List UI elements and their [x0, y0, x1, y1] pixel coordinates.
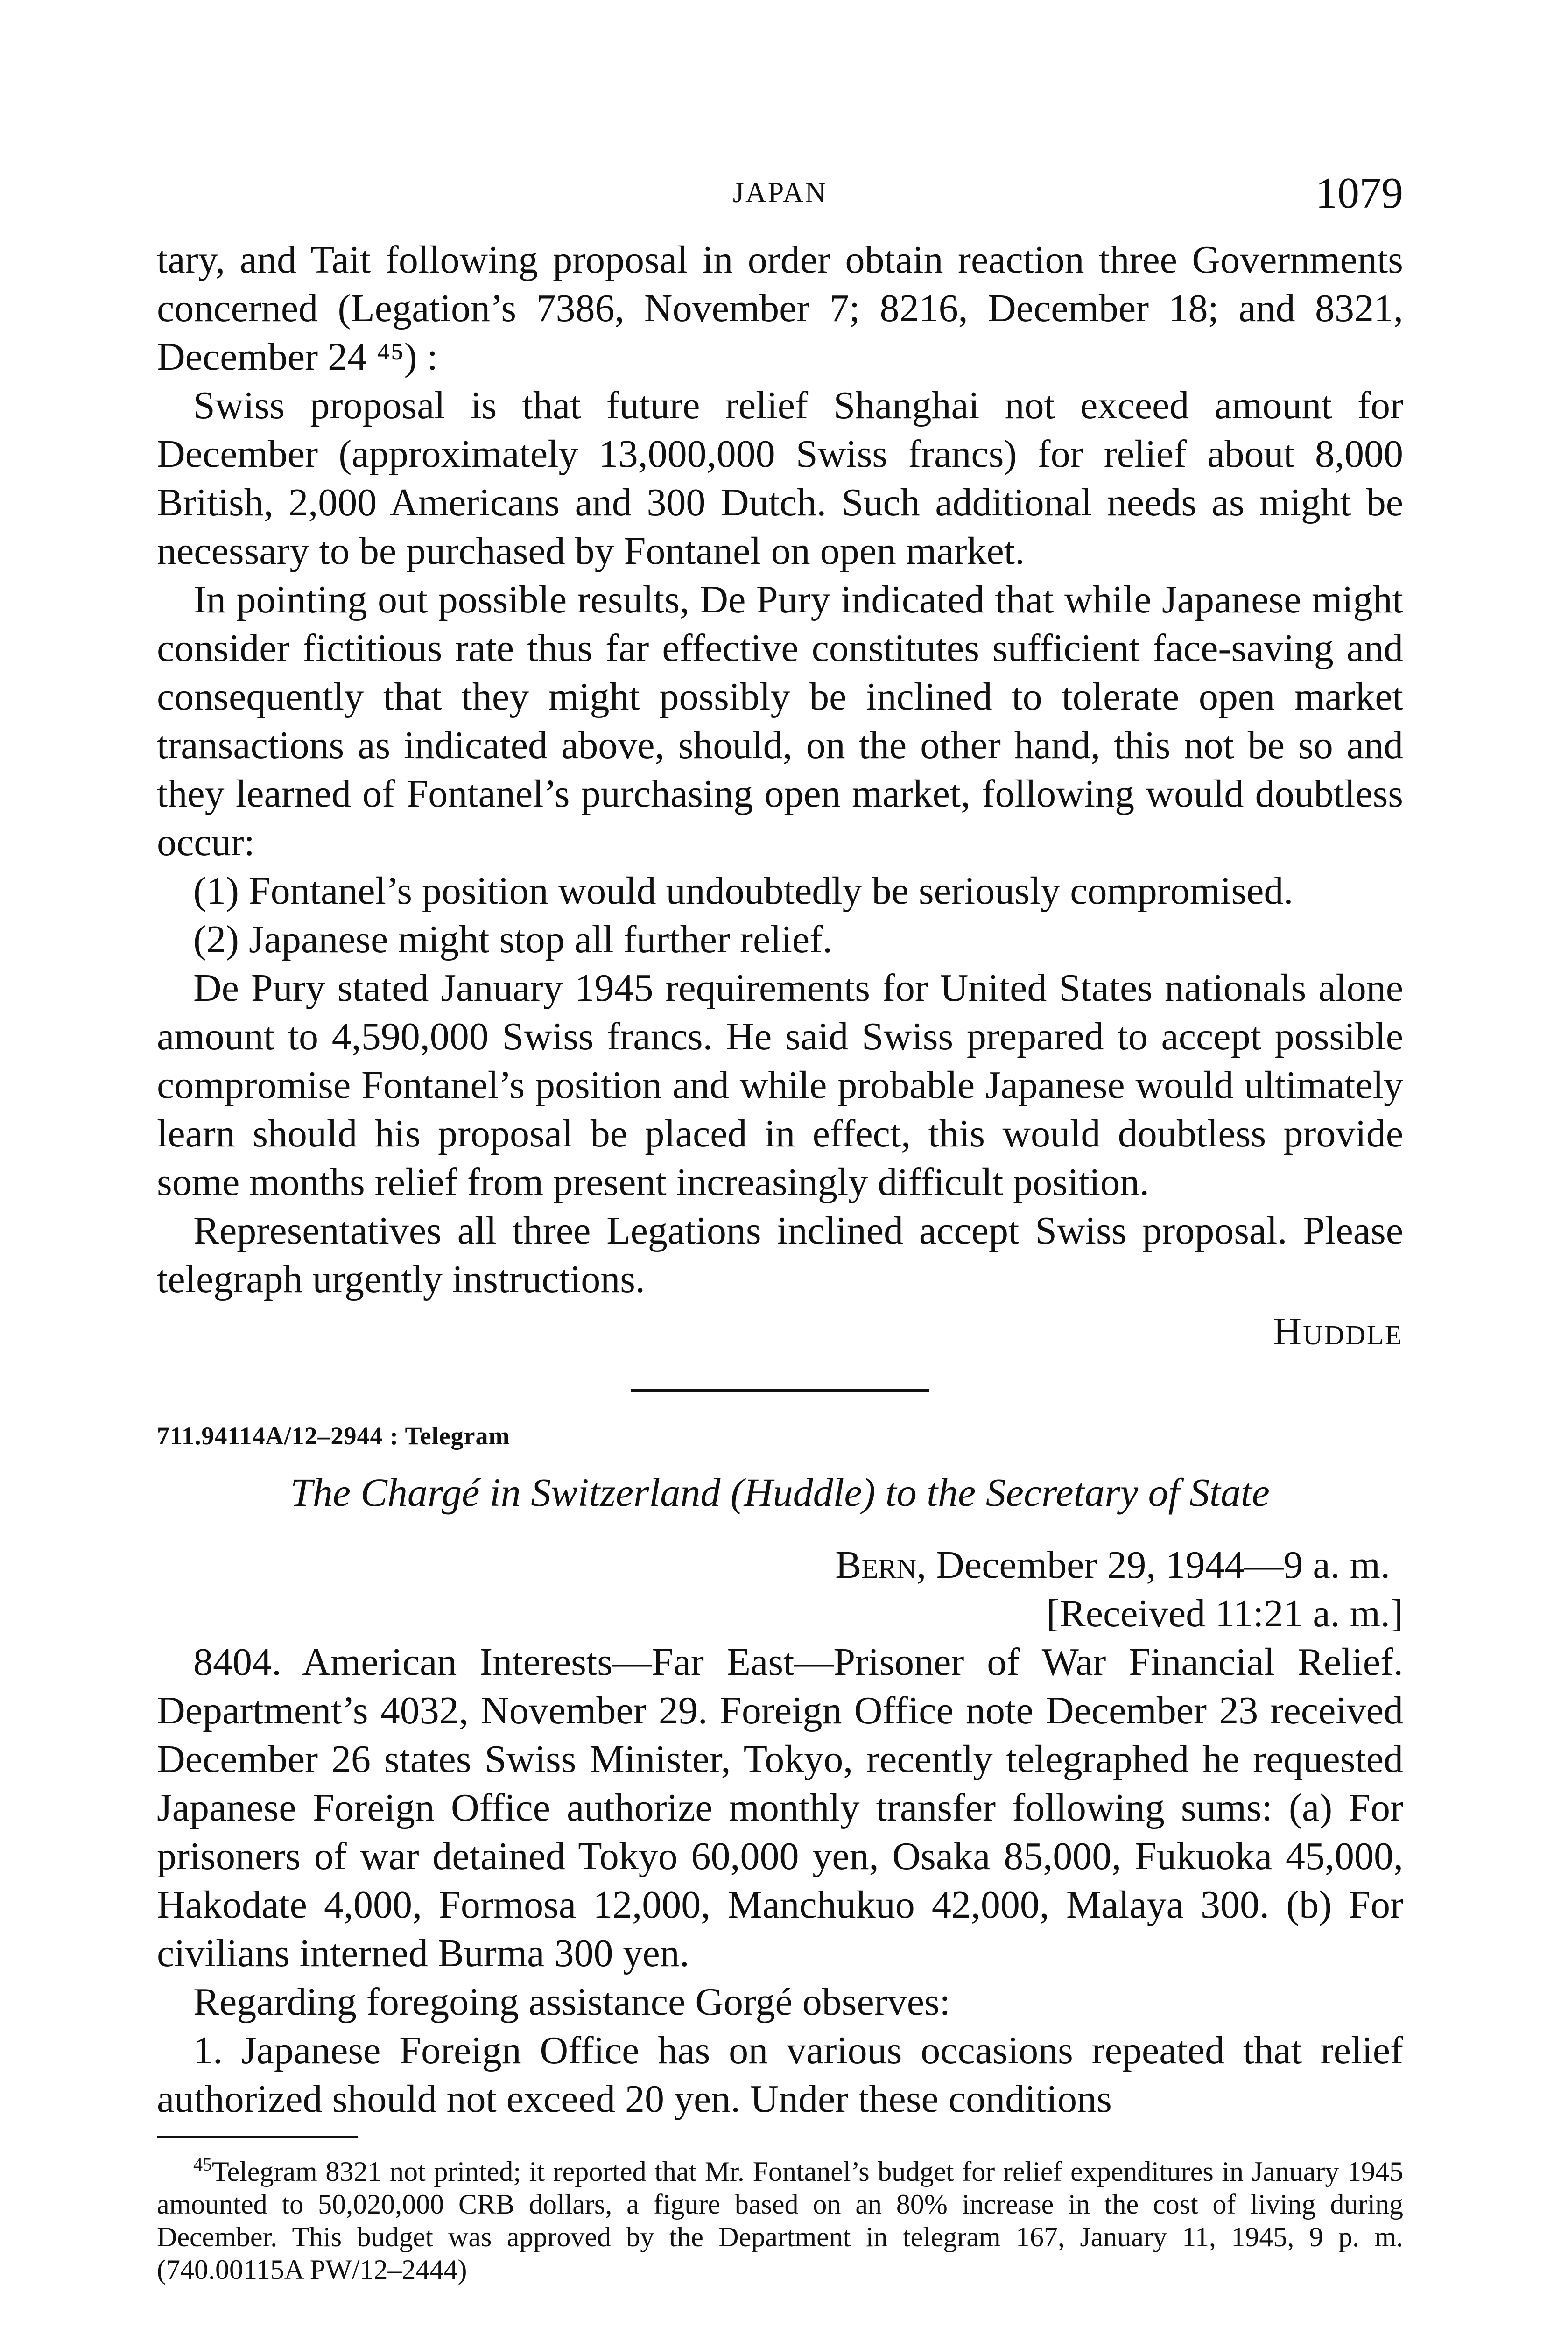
observes-paragraph: Regarding foregoing assistance Gorgé observes:: [193, 1980, 951, 2024]
document-title: The Chargé in Switzerland (Huddle) to the Secretary of State: [290, 1470, 1270, 1515]
representatives-paragraph: Representatives all three Legations inclined accept Swiss proposal. Please telegraph urgently instructions.: [157, 1209, 1403, 1301]
dateline: [157, 1541, 1403, 1589]
result-item-2: (2) Japanese might stop all further relief.: [193, 918, 833, 961]
footnotes: [157, 2136, 1403, 2286]
swiss-proposal-paragraph: Swiss proposal is that future relief Shanghai not exceed amount for December (approximately 13,000,000 Swiss francs) for relief about 8,000 British, 2,000 Americans and 300 Dutch. Such additional needs as might be necessary to be purchased by Fontanel on open market.: [157, 384, 1403, 573]
footnote-45: [157, 2148, 1403, 2286]
numbered-point-1: 1. Japanese Foreign Office has on various occasions repeated that relief authorized should not exceed 20 yen. Under these conditions: [157, 2029, 1403, 2121]
signature: Huddle: [1273, 1310, 1403, 1353]
running-head: JAPAN: [732, 177, 828, 209]
section-divider: [631, 1389, 929, 1392]
received-time: [Received 11:21 a. m.]: [1046, 1592, 1403, 1635]
result-item-1: (1) Fontanel’s position would undoubtedly be seriously compromised.: [193, 869, 1294, 913]
requirements-paragraph: De Pury stated January 1945 requirements for United States nationals alone amount to 4,590,000 Swiss francs. He said Swiss prepared to accept possible compromise Fontanel’s position and while probable Japanese would ultimately learn should his proposal be placed in effect, this would doubtless provide some months relief from present increasingly difficult position.: [157, 966, 1403, 1204]
possible-results-paragraph: In pointing out possible results, De Pury indicated that while Japanese might consider fictitious rate thus far effective constitutes sufficient face-saving and consequently that they might possibly be inclined to tolerate open market transactions as indicated above, should, on the other hand, this not be so and they learned of Fontanel’s purchasing open market, following would doubtless occur:: [157, 578, 1403, 864]
continued-paragraph: tary, and Tait following proposal in order obtain reaction three Governments concerned (Legation’s 7386, November 7; 8216, December 18; and 8321, December 24 ⁴⁵) :: [157, 238, 1403, 379]
page-body: [157, 236, 1403, 2123]
footnote-text: Telegram 8321 not printed; it reported that Mr. Fontanel’s budget for relief expenditures in January 1945 amounted to 50,020,000 CRB dollars, a figure based on an 80% increase in the cost of living during December. This budget was approved by the Department in telegram 167, January 11, 1945, 9 p. m. (740.00115A PW/12–2444): [157, 2156, 1403, 2285]
telegram-body-paragraph: 8404. American Interests—Far East—Prisoner of War Financial Relief. Department’s 4032, November 29. Foreign Office note December 23 received December 26 states Swiss Minister, Tokyo, recently telegraphed he requested Japanese Foreign Office authorize monthly transfer following sums: (a) For prisoners of war detained Tokyo 60,000 yen, Osaka 85,000, Fukuoka 45,000, Hakodate 4,000, Formosa 12,000, Manchukuo 42,000, Malaya 300. (b) For civilians interned Burma 300 yen.: [157, 1640, 1403, 1975]
file-number: 711.94114A/12–2944 : Telegram: [157, 1422, 510, 1450]
dateline-place: Bern: [835, 1543, 917, 1587]
dateline-date: , December 29, 1944—9 a. m.: [916, 1543, 1390, 1587]
page-header: [157, 168, 1403, 224]
footnote-marker: 45: [193, 2154, 212, 2175]
page-number: 1079: [1315, 169, 1403, 218]
footnote-rule: [157, 2136, 358, 2138]
